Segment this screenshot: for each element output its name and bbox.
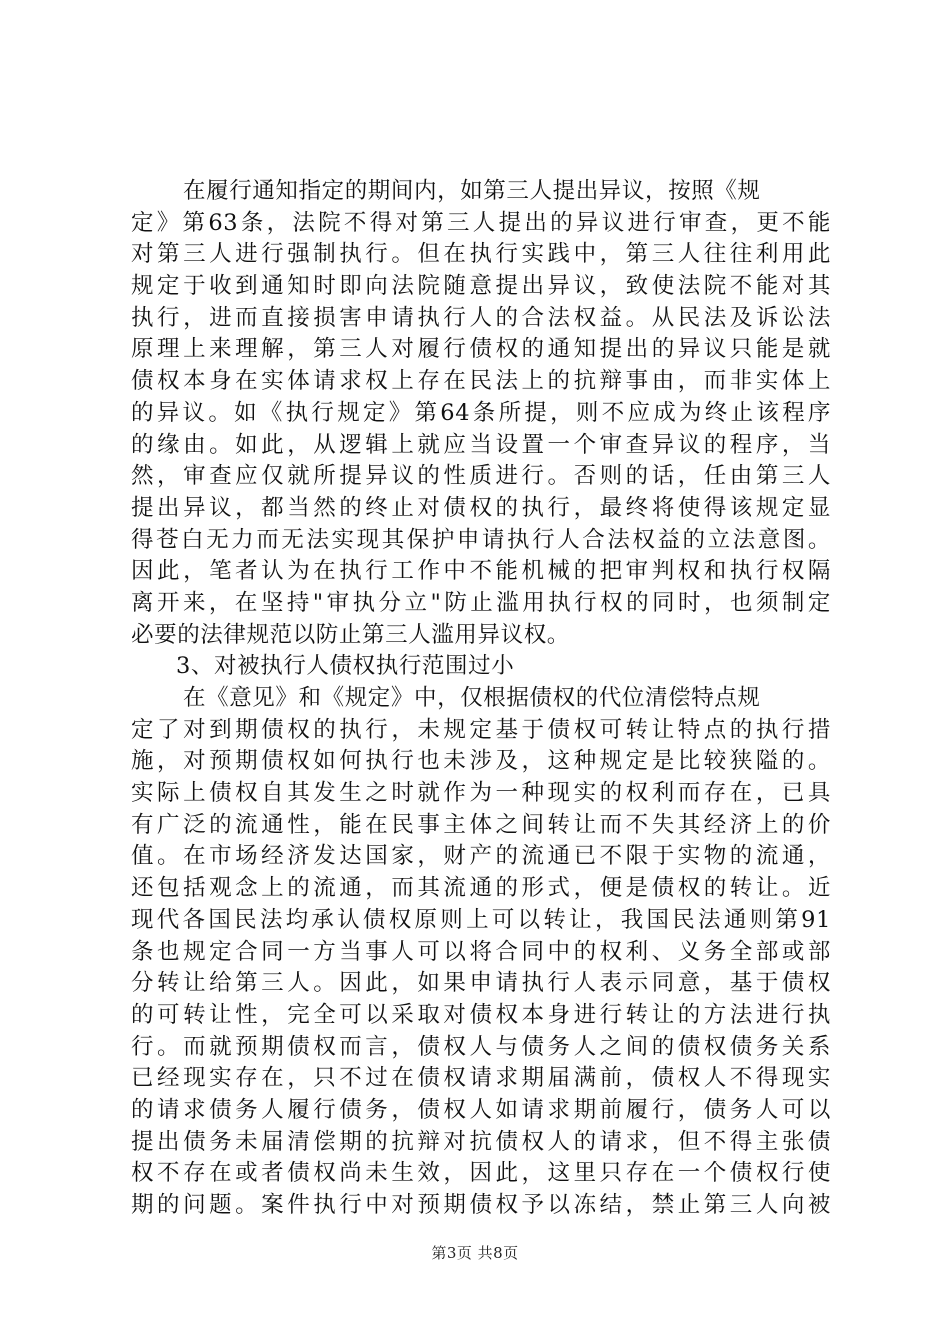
body-text [131, 176, 831, 1222]
paragraph-line: 行。而就预期债权而言，债权人与债务人之间的债权债务关系 [131, 1033, 831, 1060]
paragraph-line: 执行，进而直接损害申请执行人的合法权益。从民法及诉讼法 [131, 304, 831, 331]
paragraph-line: 实际上债权自其发生之时就作为一种现实的权利而存在，已具 [131, 780, 831, 807]
paragraph-line: 已经现实存在，只不过在债权请求期届满前，债权人不得现实 [131, 1065, 831, 1092]
paragraph-line: 提出异议，都当然的终止对债权的执行，最终将使得该规定显 [131, 494, 831, 521]
paragraph-line: 提出债务未届清偿期的抗辩对抗债权人的请求，但不得主张债 [131, 1128, 831, 1155]
paragraph-line: 定》第63条，法院不得对第三人提出的异议进行审查，更不能 [131, 209, 831, 236]
paragraph-line: 期的问题。案件执行中对预期债权予以冻结，禁止第三人向被 [131, 1192, 831, 1218]
paragraph-line: 然，审查应仅就所提异议的性质进行。否则的话，任由第三人 [131, 463, 831, 490]
paragraph-line: 必要的法律规范以防止第三人滥用异议权。 [131, 621, 570, 648]
paragraph-line: 因此，笔者认为在执行工作中不能机械的把审判权和执行权隔 [131, 558, 831, 585]
section-heading: 3、对被执行人债权执行范围过小 [176, 653, 515, 680]
paragraph-line: 条也规定合同一方当事人可以将合同中的权利、义务全部或部 [131, 938, 831, 965]
paragraph-line: 债权本身在实体请求权上存在民法上的抗辩事由，而非实体上 [131, 368, 831, 395]
paragraph-line: 权不存在或者债权尚未生效，因此，这里只存在一个债权行使 [131, 1160, 831, 1187]
page-number-footer: 第3页 共8页 [431, 1244, 519, 1262]
paragraph-line: 在《意见》和《规定》中，仅根据债权的代位清偿特点规 [183, 685, 761, 711]
paragraph-line: 对第三人进行强制执行。但在执行实践中，第三人往往利用此 [131, 241, 831, 268]
paragraph-line: 定了对到期债权的执行，未规定基于债权可转让特点的执行措 [131, 716, 831, 743]
paragraph-line: 的缘由。如此，从逻辑上就应当设置一个审查异议的程序，当 [131, 431, 831, 458]
paragraph-line: 的请求债务人履行债务，债权人如请求期前履行，债务人可以 [131, 1096, 831, 1123]
paragraph-line: 的异议。如《执行规定》第64条所提，则不应成为终止该程序 [131, 399, 831, 426]
paragraph-line: 得苍白无力而无法实现其保护申请执行人合法权益的立法意图。 [131, 526, 831, 553]
paragraph-line: 的可转让性，完全可以采取对债权本身进行转让的方法进行执 [131, 1001, 831, 1028]
paragraph-line: 离开来，在坚持"审执分立"防止滥用执行权的同时，也须制定 [131, 589, 831, 616]
paragraph-line: 原理上来理解，第三人对履行债权的通知提出的异议只能是就 [131, 336, 831, 363]
paragraph-line: 还包括观念上的流通，而其流通的形式，便是债权的转让。近 [131, 875, 831, 902]
paragraph-line: 分转让给第三人。因此，如果申请执行人表示同意，基于债权 [131, 970, 831, 997]
paragraph-line: 现代各国民法均承认债权原则上可以转让，我国民法通则第91 [131, 906, 831, 933]
paragraph-line: 规定于收到通知时即向法院随意提出异议，致使法院不能对其 [131, 273, 831, 300]
paragraph-line: 施，对预期债权如何执行也未涉及，这种规定是比较狭隘的。 [131, 748, 831, 775]
paragraph-line: 有广泛的流通性，能在民事主体之间转让而不失其经济上的价 [131, 811, 831, 838]
paragraph-line: 在履行通知指定的期间内，如第三人提出异议，按照《规 [183, 178, 761, 204]
paragraph-line: 值。在市场经济发达国家，财产的流通已不限于实物的流通， [131, 843, 831, 870]
